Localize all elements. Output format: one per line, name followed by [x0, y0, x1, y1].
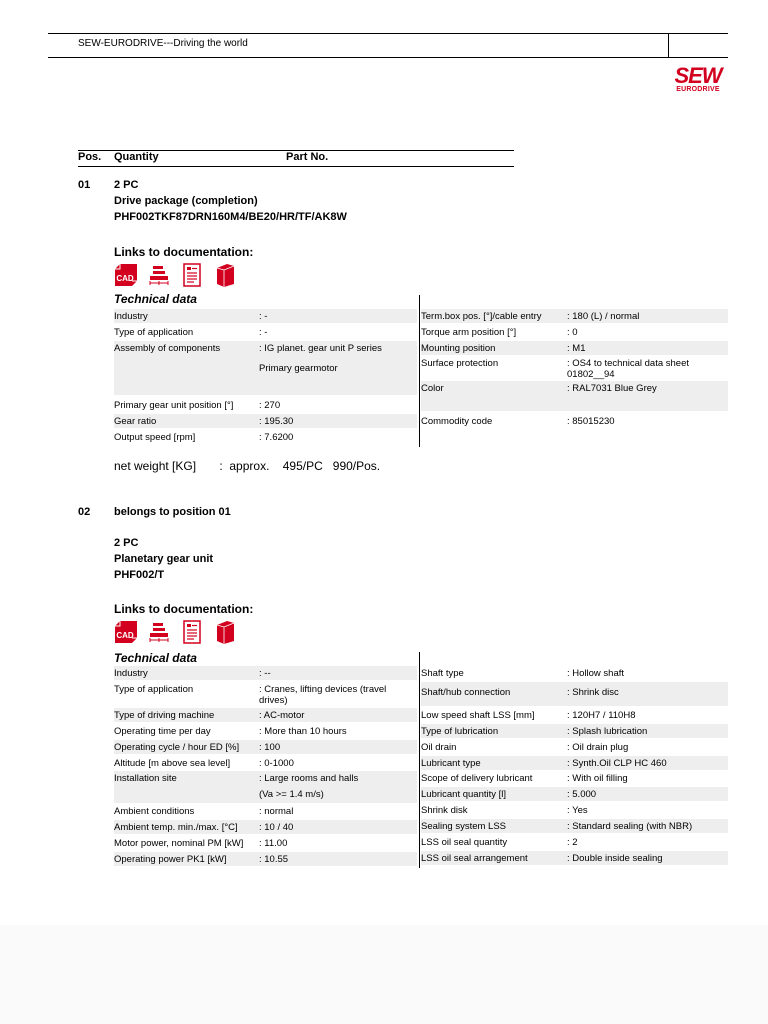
spec-label: LSS oil seal quantity: [421, 837, 508, 848]
spec-label: LSS oil seal arrangement: [421, 853, 528, 864]
pos1-left-row: [114, 414, 417, 428]
spec-value: : Double inside sealing: [567, 853, 663, 864]
spec-label: Sealing system LSS: [421, 821, 507, 832]
pos2-left-row: [114, 708, 417, 722]
spec-value: : 5.000: [567, 789, 597, 800]
pos1-left-row: [114, 430, 417, 444]
spec-value: : Cranes, lifting devices (travel drives): [259, 684, 387, 706]
pos2-right-row: [421, 666, 728, 680]
pos2-left-row: [114, 756, 417, 770]
pos1-net-weight: net weight [KG] : approx. 495/PC 990/Pos.: [114, 459, 381, 473]
spec-label: Type of application: [114, 684, 194, 695]
spec-label: Type of application: [114, 327, 194, 338]
spec-label: Mounting position: [421, 343, 496, 354]
spec-label: Torque arm position [°]: [421, 327, 517, 338]
cad-icon[interactable]: [114, 262, 138, 288]
spec-value: : 100: [259, 742, 281, 753]
spec-value: : 10 / 40: [259, 822, 294, 833]
spec-value: : Large rooms and halls: [259, 773, 359, 784]
pos2-right-row: [421, 756, 728, 770]
pos2-links-title: Links to documentation:: [114, 602, 254, 616]
spec-value: : Hollow shaft: [567, 668, 625, 679]
pos1-quantity: 2 PC: [114, 179, 139, 191]
spec-label: Oil drain: [421, 742, 457, 753]
pos2-number: 02: [78, 506, 91, 518]
pos1-number: 01: [78, 179, 91, 191]
cad-icon[interactable]: [114, 619, 138, 645]
spec-label: Lubricant quantity [l]: [421, 789, 507, 800]
spec-value: : 195.30: [259, 416, 294, 427]
pos2-column-divider: [419, 652, 420, 868]
data-sheet-icon[interactable]: [180, 262, 204, 288]
pos1-left-row: [114, 325, 417, 339]
spec-label: Surface protection: [421, 358, 499, 369]
pos2-description: Planetary gear unit: [114, 553, 214, 565]
pos2-right-row: [421, 819, 728, 833]
dimension-drawing-icon[interactable]: [147, 262, 171, 288]
pos1-left-row: [114, 398, 417, 412]
spec-value: : 120H7 / 110H8: [567, 710, 636, 721]
spec-value: : 10.55: [259, 854, 289, 865]
spec-label: Ambient temp. min./max. [°C]: [114, 822, 238, 833]
spec-label: Commodity code: [421, 416, 493, 427]
header-bottom-rule: [48, 57, 728, 58]
spec-label: Scope of delivery lubricant: [421, 773, 533, 784]
spec-value: : OS4 to technical data sheet 01802__94: [567, 358, 689, 380]
column-header-bottom-rule: [78, 166, 514, 167]
pos1-right-row: [421, 414, 728, 428]
spec-value: : normal: [259, 806, 294, 817]
pos2-right-row: [421, 771, 728, 785]
pos1-left-row: [114, 341, 417, 395]
column-pos: Pos.: [78, 151, 102, 163]
spec-label: Primary gear unit position [°]: [114, 400, 234, 411]
pos2-left-row: [114, 740, 417, 754]
spec-value: : 11.00: [259, 838, 288, 849]
spec-value: : Yes: [567, 805, 588, 816]
pos2-right-row: [421, 724, 728, 738]
pos2-right-row: [421, 740, 728, 754]
spec-value: : -: [259, 327, 268, 338]
pos1-right-row: [421, 341, 728, 355]
data-sheet-icon[interactable]: [180, 619, 204, 645]
pos2-part-number: PHF002/T: [114, 569, 165, 581]
pos1-left-row: [114, 309, 417, 323]
spec-label: Gear ratio: [114, 416, 157, 427]
pos1-right-row: [421, 356, 728, 380]
spec-label: Motor power, nominal PM [kW]: [114, 838, 244, 849]
spec-value: : AC-motor: [259, 710, 305, 721]
spec-value: : M1: [567, 343, 586, 354]
pos1-description: Drive package (completion): [114, 195, 258, 207]
pos2-left-row: [114, 771, 417, 803]
pos2-left-row: [114, 682, 417, 706]
pos2-right-row: [421, 787, 728, 801]
pos2-right-row: [421, 803, 728, 817]
page-footer-area: [0, 925, 768, 1024]
spec-label: Operating power PK1 [kW]: [114, 854, 227, 865]
spec-value: : More than 10 hours: [259, 726, 347, 737]
pos2-quantity: 2 PC: [114, 537, 139, 549]
pos1-right-row: [421, 309, 728, 323]
spec-value: : Standard sealing (with NBR): [567, 821, 693, 832]
column-part-no: Part No.: [286, 151, 329, 163]
spec-label: Ambient conditions: [114, 806, 195, 817]
pos2-left-row: [114, 666, 417, 680]
pos1-part-number: PHF002TKF87DRN160M4/BE20/HR/TF/AK8W: [114, 211, 347, 223]
pos2-left-row: [114, 820, 417, 834]
spec-value: : Synth.Oil CLP HC 460: [567, 758, 667, 769]
spec-label: Color: [421, 383, 444, 394]
column-quantity: Quantity: [114, 151, 159, 163]
spec-label: Shaft type: [421, 668, 464, 679]
manual-book-icon[interactable]: [213, 619, 237, 645]
spec-label: Industry: [114, 668, 148, 679]
spec-label: Shrink disk: [421, 805, 468, 816]
spec-value: : IG planet. gear unit P series: [259, 343, 382, 354]
spec-label: Shaft/hub connection: [421, 687, 511, 698]
spec-label: Installation site: [114, 773, 177, 784]
spec-value: : 85015230: [567, 416, 615, 427]
pos1-right-row: [421, 381, 728, 411]
spec-value: : RAL7031 Blue Grey: [567, 383, 657, 394]
pos2-left-row: [114, 836, 417, 850]
pos2-left-row: [114, 852, 417, 866]
dimension-drawing-icon[interactable]: [147, 619, 171, 645]
pos2-right-row: [421, 851, 728, 865]
pos1-column-divider: [419, 295, 420, 447]
spec-label: Output speed [rpm]: [114, 432, 196, 443]
spec-value: : 0-1000: [259, 758, 294, 769]
spec-value: (Va >= 1.4 m/s): [259, 789, 324, 800]
pos2-left-row: [114, 724, 417, 738]
spec-value: : 180 (L) / normal: [567, 311, 640, 322]
spec-label: Type of lubrication: [421, 726, 499, 737]
logo-sew: SEW: [674, 63, 722, 88]
spec-value: : 0: [567, 327, 578, 338]
manual-book-icon[interactable]: [213, 262, 237, 288]
pos1-links-title: Links to documentation:: [114, 245, 254, 259]
pos2-right-row: [421, 835, 728, 849]
spec-value: : 7.6200: [259, 432, 294, 443]
spec-label: Type of driving machine: [114, 710, 215, 721]
spec-value: : Splash lubrication: [567, 726, 648, 737]
pos2-right-row: [421, 708, 728, 722]
pos2-belongs-to: belongs to position 01: [114, 506, 231, 518]
spec-value: : --: [259, 668, 271, 679]
spec-label: Altitude [m above sea level]: [114, 758, 231, 769]
spec-value: Primary gearmotor: [259, 363, 338, 374]
spec-value: : Oil drain plug: [567, 742, 629, 753]
header-divider: [668, 33, 669, 58]
spec-value: : Shrink disc: [567, 687, 619, 698]
pos2-left-row: [114, 804, 417, 818]
spec-label: Industry: [114, 311, 148, 322]
logo-eurodrive: EURODRIVE: [676, 86, 720, 93]
header-top-rule: [48, 33, 728, 34]
spec-label: Operating cycle / hour ED [%]: [114, 742, 240, 753]
spec-label: Low speed shaft LSS [mm]: [421, 710, 535, 721]
spec-value: : 2: [567, 837, 578, 848]
sew-eurodrive-logo: [668, 63, 728, 94]
header-title: SEW-EURODRIVE---Driving the world: [78, 38, 248, 49]
pos1-right-row: [421, 325, 728, 339]
spec-label: Lubricant type: [421, 758, 481, 769]
pos2-right-row: [421, 682, 728, 706]
svg-text:CAD: CAD: [116, 631, 134, 640]
spec-value: : With oil filling: [567, 773, 628, 784]
pos1-technical-data-title: Technical data: [114, 292, 197, 306]
pos1-doc-links: [114, 262, 234, 288]
pos2-doc-links: [114, 619, 234, 645]
spec-value: : 270: [259, 400, 281, 411]
svg-text:CAD: CAD: [116, 274, 134, 283]
pos2-technical-data-title: Technical data: [114, 651, 197, 665]
spec-label: Assembly of components: [114, 343, 221, 354]
spec-label: Operating time per day: [114, 726, 211, 737]
spec-label: Term.box pos. [°]/cable entry: [421, 311, 542, 322]
spec-value: : -: [259, 311, 268, 322]
